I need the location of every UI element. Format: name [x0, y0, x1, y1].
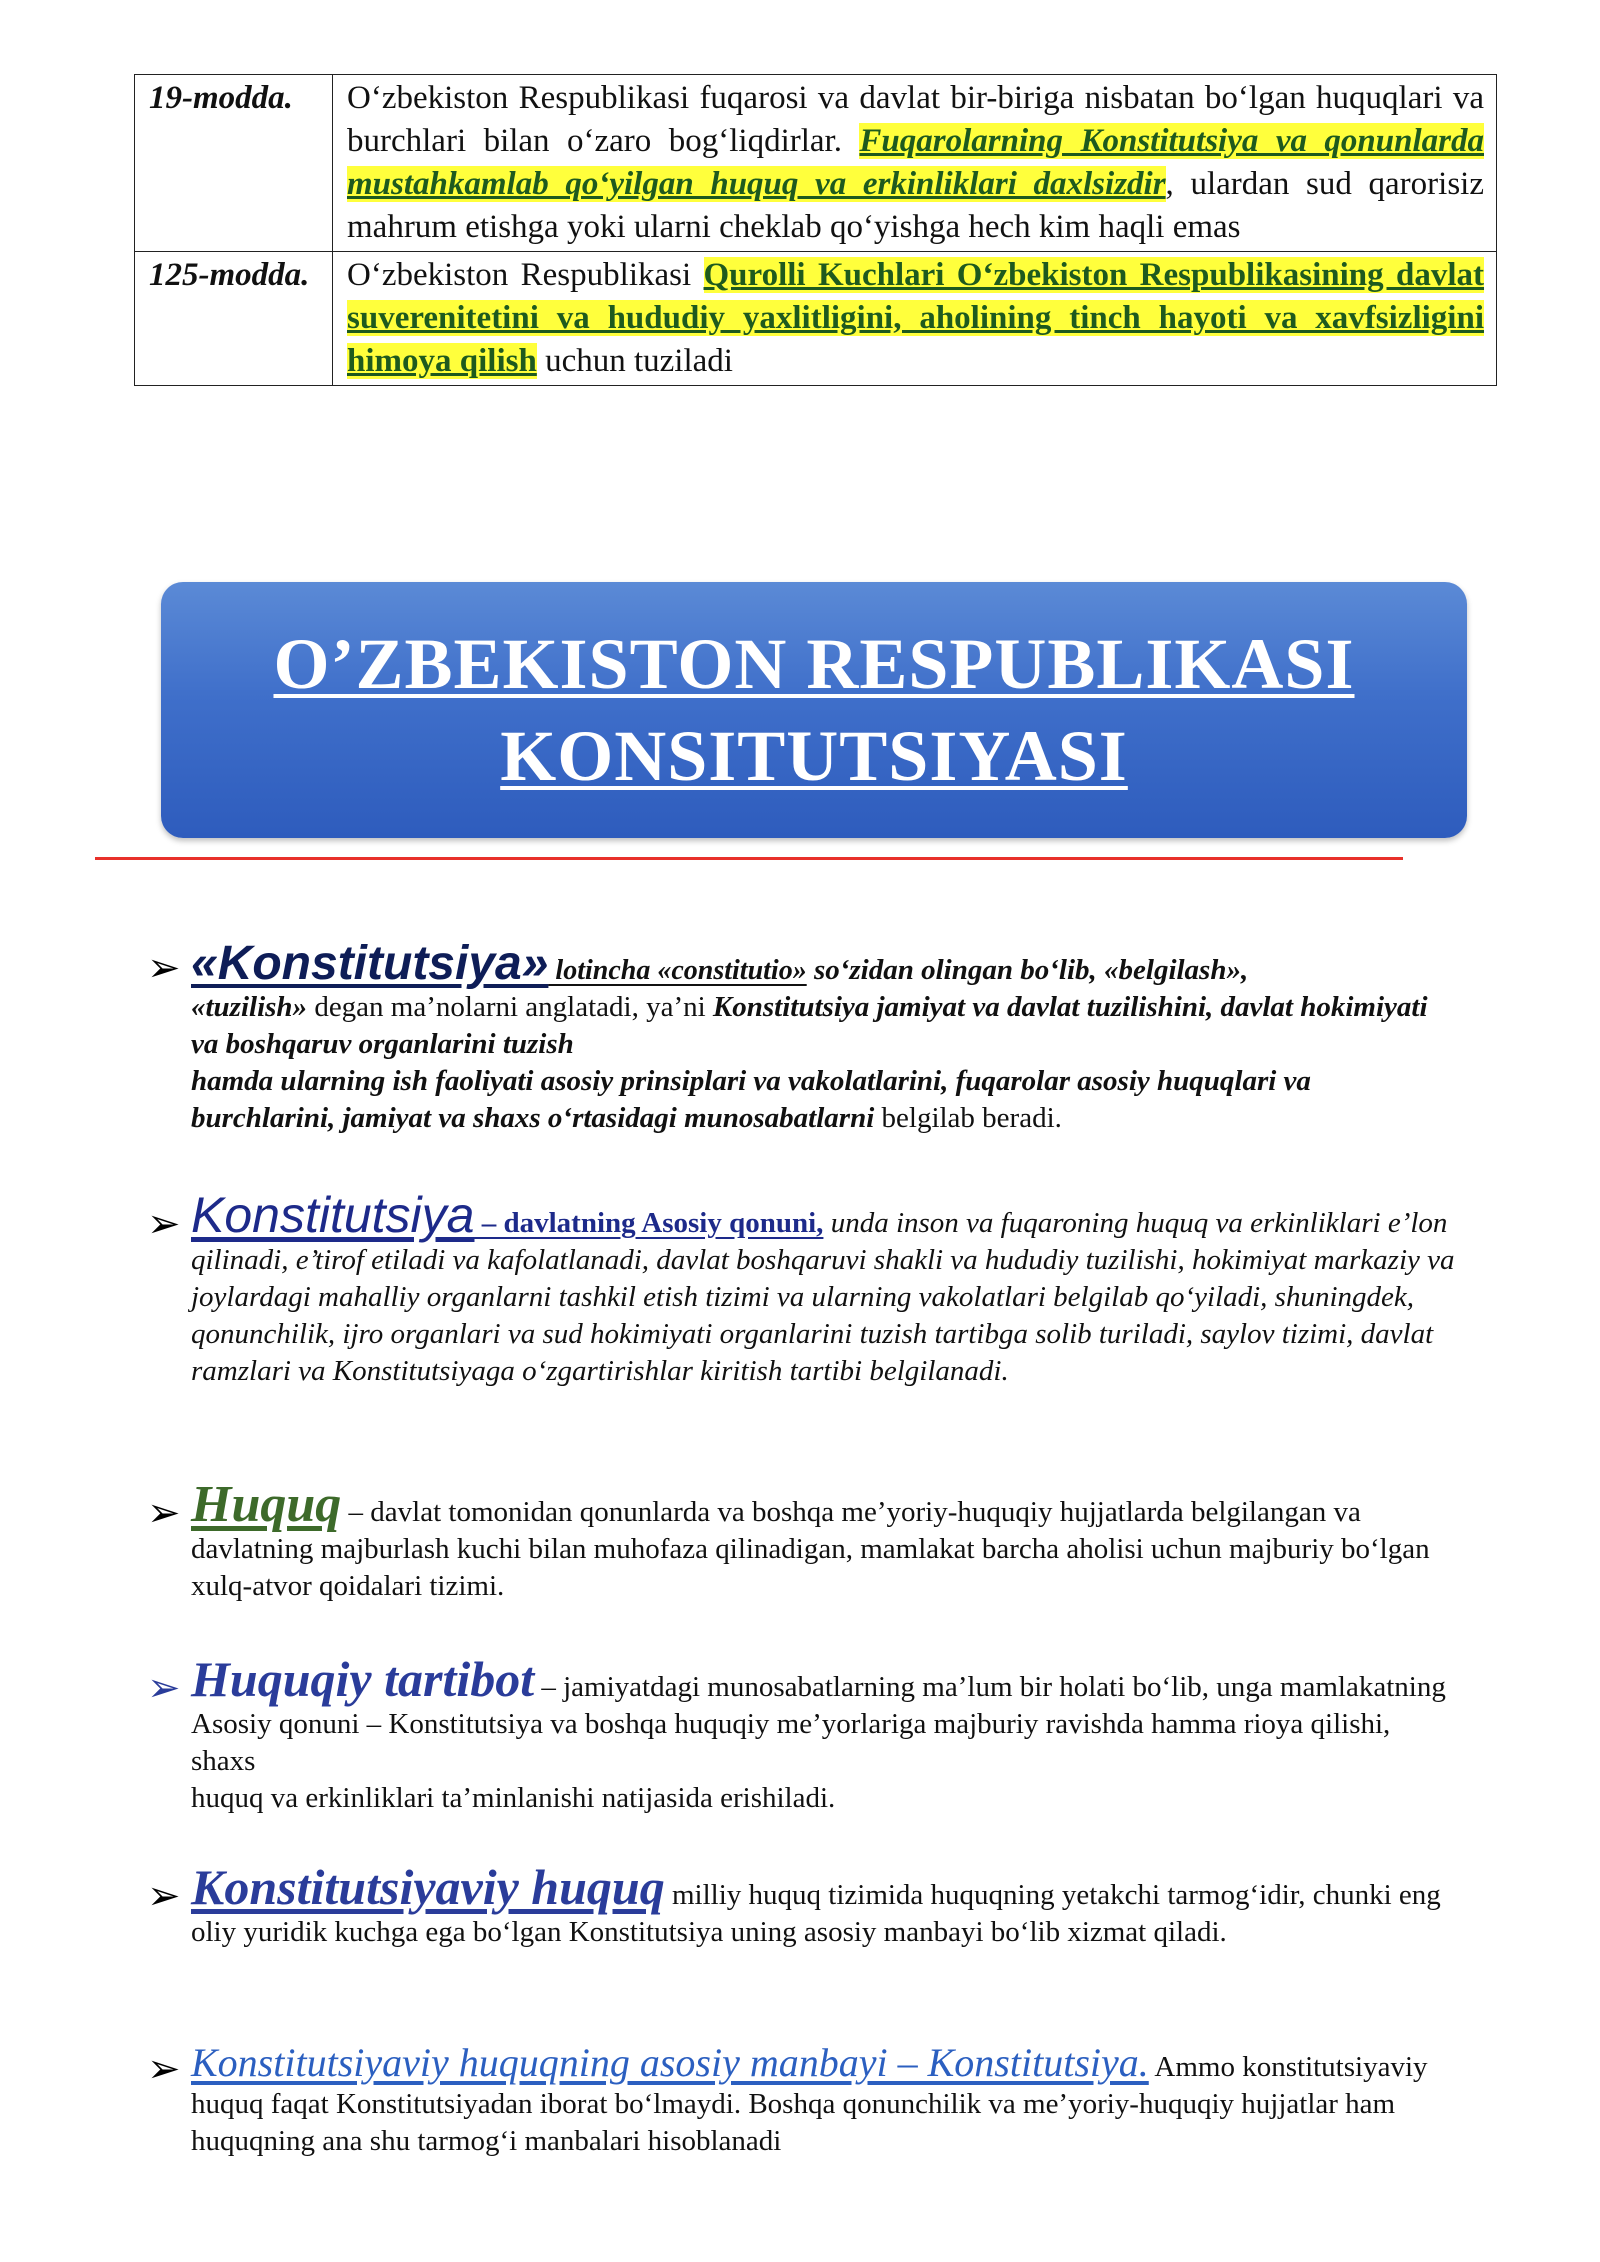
article-text-end: , ulardan sud qarorisiz mahrum etishga yoki ularni cheklab qo‘yishga hech kim haqli emas — [347, 166, 1484, 245]
article-number: 19-modda. — [135, 75, 333, 252]
table-row — [135, 75, 1497, 252]
definition-text: milliy huquq tizimida huquqning yetakchi tarmog‘idir, chunki eng oliy yuridik kuchga ega bo‘lgan Konstitutsiya uning asosiy manbayi bo‘lib xizmat qiladi. — [191, 1879, 1441, 1948]
banner-title-line1: O’ZBEKISTON RESPUBLIKASI — [273, 624, 1355, 704]
definition-asosiy-manba — [147, 2040, 1457, 2160]
article-highlight: Fuqarolarning Konstitutsiya va qonunlarda mustahkamlab qo‘yilgan huquq va erkinliklari daxlsizdir — [347, 123, 1484, 202]
definition-term: «Konstitutsiya» — [191, 937, 549, 990]
article-text-start: O‘zbekiston Respublikasi fuqarosi va davlat bir-biriga nisbatan bo‘lgan huquqlari va burchlari bilan o‘zaro bog‘liqdirlar. — [347, 80, 1484, 159]
definition-paragraph — [191, 1187, 1457, 1390]
definition-konstitutsiya-basic-law — [147, 1187, 1457, 1390]
definition-konstitutsiyaviy-huquq — [147, 1859, 1457, 1951]
definition-term: Huquq — [191, 1476, 342, 1533]
definition-term: Konstitutsiyaviy huquq — [191, 1859, 665, 1915]
definition-term: Huquqiy tartibot — [191, 1651, 535, 1707]
definition-paragraph — [191, 2040, 1457, 2160]
article-highlight: Qurolli Kuchlari O‘zbekiston Respublikasining davlat suverenitetini va hududiy yaxlitligini, aholining tinch hayoti va xavfsizligini himoya qilish — [347, 257, 1485, 379]
definition-text: Konstitutsiya jamiyat va davlat tuzilishini, davlat hokimiyati va boshqaruv organlarini tuzish — [191, 991, 1428, 1060]
definition-text: hamda ularning ish faoliyati asosiy prinsiplari va vakolatlarini, fuqarolar asosiy huquqlari va burchlarini, jamiyat va shaxs o‘rtasidagi munosabatlarni — [191, 1065, 1311, 1134]
red-divider — [95, 857, 1403, 860]
definition-term: Konstitutsiya — [191, 1187, 475, 1243]
definition-text: – jamiyatdagi munosabatlarning ma’lum bir holati bo‘lib, unga mamlakatning Asosiy qonuni – Konstitutsiya va boshqa huquqiy me’yorlariga majburiy ravishda hamma rioya qilishi, shaxs — [191, 1671, 1446, 1777]
definition-text: «tuzilish» — [191, 991, 308, 1023]
definition-paragraph — [191, 1859, 1457, 1951]
article-text — [333, 252, 1497, 386]
definition-paragraph — [191, 1651, 1457, 1817]
arrow-bullet-icon: ➢ — [147, 945, 181, 991]
title-banner — [161, 582, 1467, 838]
definition-text: – davlat tomonidan qonunlarda va boshqa me’yoriy-huquqiy hujjatlarda belgilangan va davlatning majburlash kuchi bilan muhofaza qilinadigan, mamlakat barcha aholisi uchun majburiy bo‘lgan xulq-atvor qoidalari tizimi. — [191, 1496, 1430, 1602]
definition-konstitutsiya-etymology — [147, 937, 1457, 1137]
definition-term: Konstitutsiyaviy huquqning asosiy manbayi – Konstitutsiya. — [191, 2040, 1149, 2085]
article-number: 125-modda. — [135, 252, 333, 386]
definition-text: belgilab beradi. — [874, 1102, 1062, 1134]
definition-text: Ammo konstitutsiyaviy huquq faqat Konstitutsiyadan iborat bo‘lmaydi. Boshqa qonunchilik va me’yoriy-huquqiy hujjatlar ham huquqning ana shu tarmog‘i manbalari hisoblanadi — [191, 2051, 1428, 2157]
definition-subterm: – davlatning Asosiy qonuni, — [474, 1207, 824, 1239]
banner-title-line2: KONSITUTSIYASI — [500, 716, 1128, 796]
arrow-bullet-icon: ➢ — [147, 1873, 181, 1919]
arrow-bullet-icon: ➢ — [147, 1490, 181, 1536]
definition-paragraph — [191, 937, 1457, 1137]
articles-table — [134, 74, 1497, 386]
definition-text: so‘zidan olingan bo‘lib, «belgilash», — [806, 954, 1249, 986]
definition-text: unda inson va fuqaroning huquq va erkinliklari e’lon qilinadi, e’tirof etiladi va kafolatlanadi, davlat boshqaruvi shakli va hududiy tuzilishi, hokimiyat markaziy va joylardagi mahalliy organlarni tashkil etish tizimi va ularning vakolatlari belgilab qo‘yiladi, shuningdek, qonunchilik, ijro organlari va sud hokimiyati organlarini tuzish tartibga solib turiladi, saylov tizimi, davlat ramzlari va Konstitutsiyaga o‘zgartirishlar kiritish tartibi belgilanadi. — [191, 1207, 1455, 1387]
table-row — [135, 252, 1497, 386]
definition-text: degan ma’nolarni anglatadi, ya’ni — [307, 991, 713, 1023]
article-text — [333, 75, 1497, 252]
article-text-start: O‘zbekiston Respublikasi — [347, 257, 704, 293]
definition-subterm: lotincha «constitutio» — [548, 955, 807, 986]
article-text-end: uchun tuziladi — [536, 343, 733, 379]
arrow-bullet-icon: ➢ — [147, 1201, 181, 1247]
definition-huquq — [147, 1476, 1457, 1605]
definition-text: huquq va erkinliklari ta’minlanishi natijasida erishiladi. — [191, 1782, 836, 1814]
arrow-bullet-icon: ➢ — [147, 2046, 181, 2092]
definition-paragraph — [191, 1476, 1457, 1605]
definition-huquqiy-tartibot — [147, 1651, 1457, 1817]
arrow-bullet-icon: ➢ — [147, 1665, 181, 1711]
